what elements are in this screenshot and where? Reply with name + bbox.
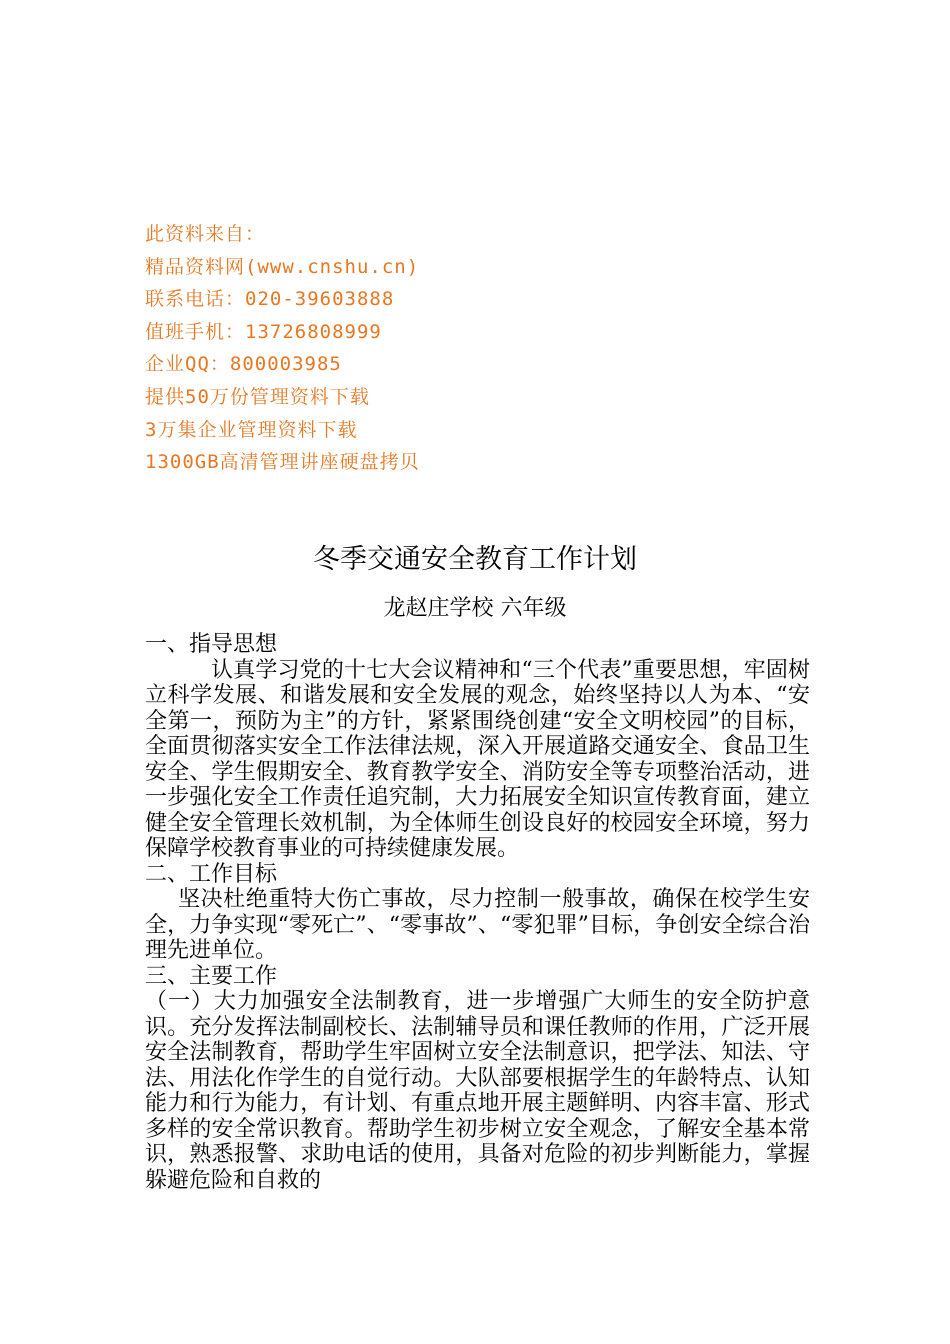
source-line-phone: 联系电话：020-39603888 [145,288,395,311]
source-line-offer-2: 3万集企业管理资料下载 [145,418,358,441]
source-info-block [145,218,420,479]
section-paragraph-work-goals: 坚决杜绝重特大伤亡事故，尽力控制一般事故，确保在校学生安全，力争实现“零死亡”、“零事故”、“零犯罪”目标，争创安全综合治理先进单位。 [145,887,810,963]
source-line-offer-1: 提供50万份管理资料下载 [145,385,370,408]
source-line-offer-3: 1300GB高清管理讲座硬盘拷贝 [145,451,420,474]
source-line-qq: 企业QQ：800003985 [145,353,342,376]
section-heading-main-work: 三、主要工作 [145,963,278,989]
section-paragraph-main-work: （一）大力加强安全法制教育，进一步增强广大师生的安全防护意识。充分发挥法制副校长、法制辅导员和课任教师的作用，广泛开展安全法制教育，帮助学生牢固树立安全法制意识，把学法、知法、守法、用法化作学生的自觉行动。大队部要根据学生的年龄特点、认知能力和行为能力，有计划、有重点地开展主题鲜明、内容丰富、形式多样的安全常识教育。帮助学生初步树立安全观念，了解安全基本常识，熟悉报警、求助电话的使用，具备对危险的初步判断能力，掌握躲避危险和自救的 [145,989,810,1193]
document-title: 冬季交通安全教育工作计划 [313,544,637,575]
source-line-mobile: 值班手机：13726808999 [145,320,382,343]
document-subtitle: 龙赵庄学校 六年级 [383,596,567,621]
source-line-website: 精品资料网(www.cnshu.cn) [145,255,420,278]
document-body [145,632,810,1193]
section-heading-guiding-ideology: 一、指导思想 [145,632,278,657]
section-paragraph-guiding-ideology: 认真学习党的十七大会议精神和“三个代表”重要思想，牢固树立科学发展、和谐发展和安全发展的观念，始终坚持以人为本、“安全第一，预防为主”的方针，紧紧围绕创建“安全文明校园”的目标，全面贯彻落实安全工作法律法规，深入开展道路交通安全、食品卫生安全、学生假期安全、教育教学安全、消防安全等专项整治活动，进一步强化安全工作责任追究制，大力拓展安全知识宣传教育面，建立健全安全管理长效机制，为全体师生创设良好的校园安全环境，努力保障学校教育事业的可持续健康发展。 [145,657,810,861]
section-heading-work-goals: 二、工作目标 [145,861,278,887]
source-line-intro: 此资料来自： [145,223,266,245]
